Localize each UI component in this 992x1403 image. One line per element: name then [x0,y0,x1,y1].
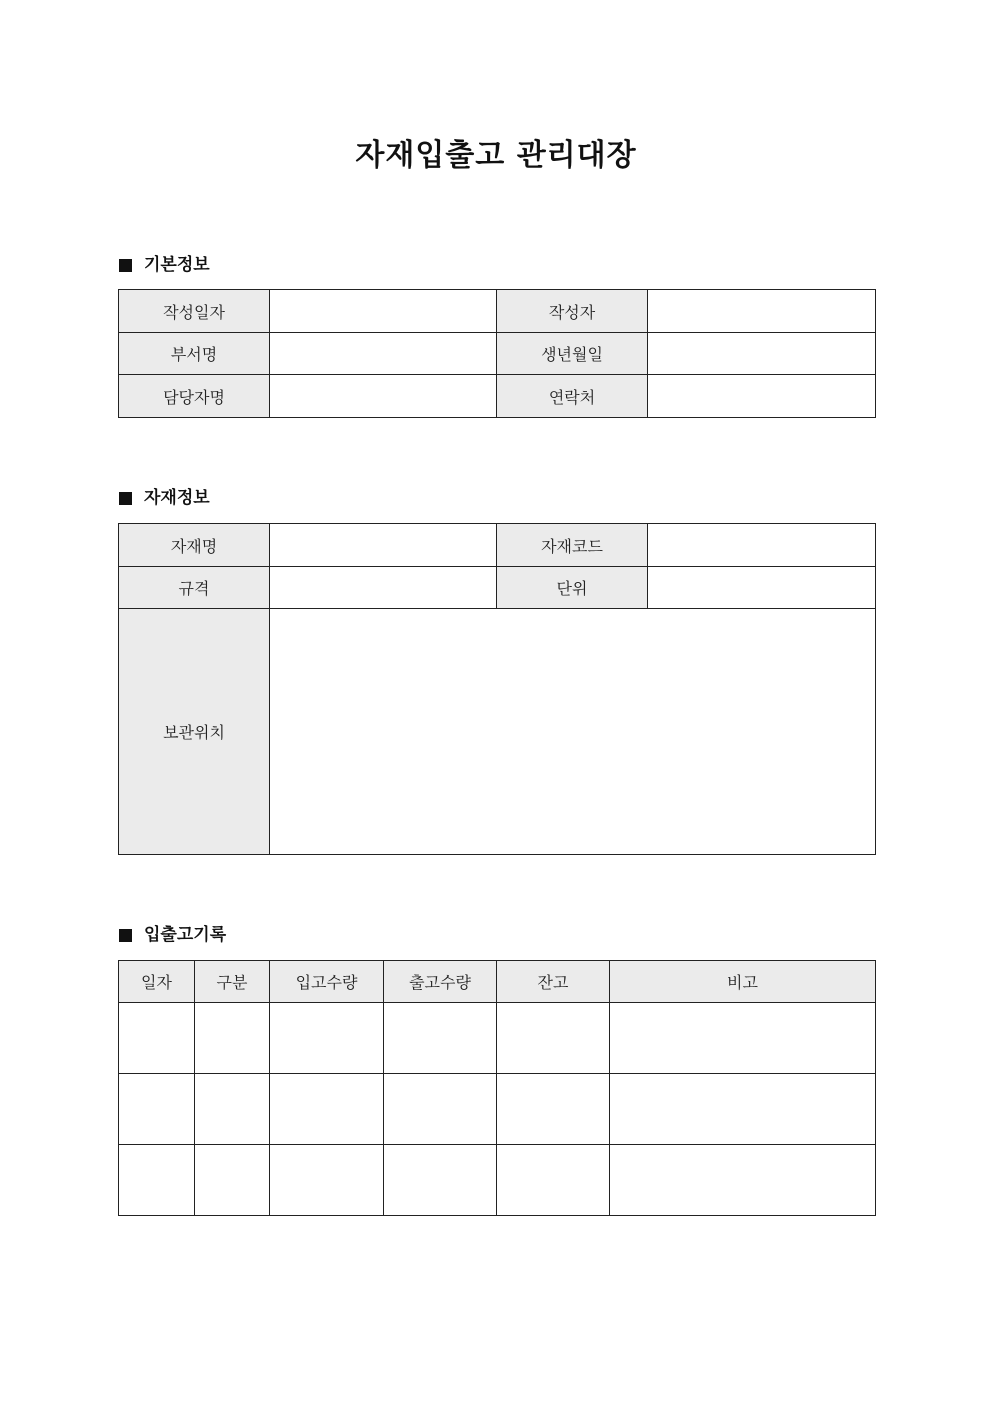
input-cell-manager[interactable] [270,375,497,418]
material-info-heading-label: 자재정보 [144,488,210,508]
input-cell-material-code[interactable] [648,524,876,567]
column-header: 출고수량 [384,961,497,1003]
input-cell-contact[interactable] [648,375,876,418]
record-cell[interactable] [497,1145,610,1216]
label-cell: 작성자 [497,290,648,333]
square-bullet-icon [119,259,132,272]
label-cell: 단위 [497,567,648,609]
table-row [119,609,876,855]
table-row [119,290,876,333]
basic-info-heading [119,254,210,276]
table-row [119,333,876,375]
record-cell[interactable] [270,1074,384,1145]
basic-info-heading-label: 기본정보 [144,255,210,275]
table-row [119,1145,876,1216]
record-cell[interactable] [384,1074,497,1145]
label-cell: 부서명 [119,333,270,375]
record-cell[interactable] [610,1003,876,1074]
label-cell: 보관위치 [119,609,270,855]
record-cell[interactable] [119,1003,195,1074]
input-cell-author[interactable] [648,290,876,333]
record-cell[interactable] [119,1145,195,1216]
column-header: 비고 [610,961,876,1003]
record-cell[interactable] [384,1145,497,1216]
record-cell[interactable] [610,1145,876,1216]
record-cell[interactable] [270,1003,384,1074]
table-row [119,567,876,609]
page-title: 자재입출고 관리대장 [355,138,637,173]
record-cell[interactable] [195,1074,270,1145]
label-cell: 규격 [119,567,270,609]
label-cell: 담당자명 [119,375,270,418]
table-header-row [119,961,876,1003]
io-records-heading [119,924,226,946]
record-cell[interactable] [270,1145,384,1216]
column-header: 구분 [195,961,270,1003]
record-cell[interactable] [497,1074,610,1145]
input-cell-storage-location[interactable] [270,609,876,855]
record-cell[interactable] [195,1003,270,1074]
table-row [119,375,876,418]
input-cell-unit[interactable] [648,567,876,609]
input-cell-birthdate[interactable] [648,333,876,375]
column-header: 잔고 [497,961,610,1003]
label-cell: 작성일자 [119,290,270,333]
label-cell: 연락처 [497,375,648,418]
input-cell-department[interactable] [270,333,497,375]
table-row [119,1074,876,1145]
material-info-heading [119,487,210,509]
table-row [119,1003,876,1074]
label-cell: 자재명 [119,524,270,567]
basic-info-table [118,289,876,418]
table-row [119,524,876,567]
input-cell-spec[interactable] [270,567,497,609]
material-info-table [118,523,876,855]
label-cell: 생년월일 [497,333,648,375]
record-cell[interactable] [610,1074,876,1145]
record-cell[interactable] [497,1003,610,1074]
column-header: 입고수량 [270,961,384,1003]
input-cell-date[interactable] [270,290,497,333]
square-bullet-icon [119,929,132,942]
io-records-table [118,960,876,1216]
record-cell[interactable] [195,1145,270,1216]
record-cell[interactable] [384,1003,497,1074]
square-bullet-icon [119,492,132,505]
column-header: 일자 [119,961,195,1003]
record-cell[interactable] [119,1074,195,1145]
label-cell: 자재코드 [497,524,648,567]
input-cell-material-name[interactable] [270,524,497,567]
io-records-heading-label: 입출고기록 [144,925,227,945]
